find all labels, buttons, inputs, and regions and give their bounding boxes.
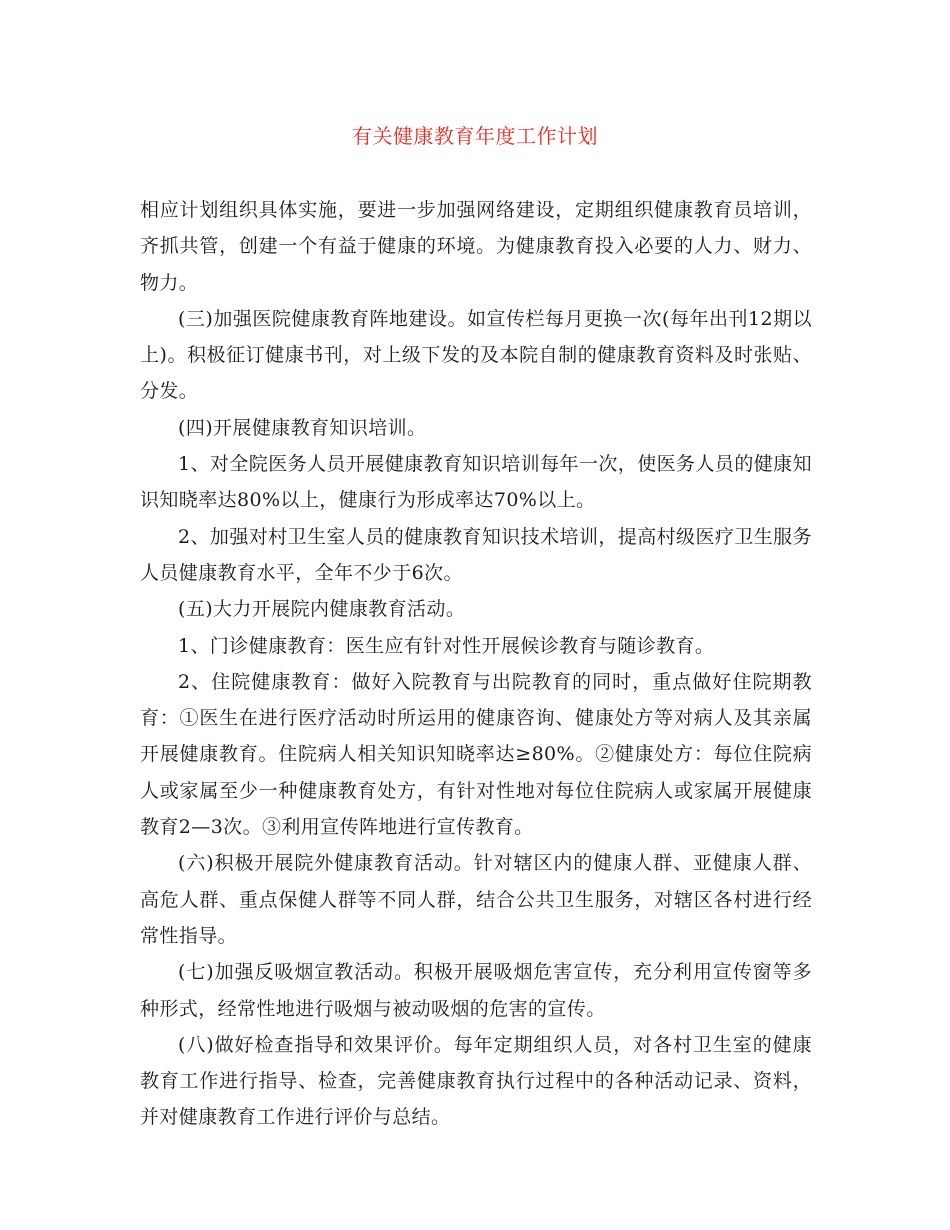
- paragraph-item-4-2: 2、加强对村卫生室人员的健康教育知识技术培训，提高村级医疗卫生服务人员健康教育水平，全年不少于6次。: [140, 525, 812, 584]
- paragraph-section-3: (三)加强医院健康教育阵地建设。如宣传栏每月更换一次(每年出刊12期以上)。积极征订健康书刊，对上级下发的及本院自制的健康教育资料及时张贴、分发。: [140, 307, 812, 403]
- paragraph-item-5-2: 2、住院健康教育：做好入院教育与出院教育的同时，重点做好住院期教育：①医生在进行医疗活动时所运用的健康咨询、健康处方等对病人及其亲属开展健康教育。住院病人相关知识知晓率达≥80%。②健康处方：每位住院病人或家属至少一种健康教育处方，有针对性地对每位住院病人或家属开展健康教育2—3次。③利用宣传阵地进行宣传教育。: [140, 670, 812, 839]
- paragraph-item-5-1: 1、门诊健康教育：医生应有针对性开展候诊教育与随诊教育。: [178, 634, 715, 657]
- paragraph-section-6: (六)积极开展院外健康教育活动。针对辖区内的健康人群、亚健康人群、高危人群、重点保健人群等不同人群，结合公共卫生服务，对辖区各村进行经常性指导。: [140, 852, 812, 947]
- document-body: [140, 192, 812, 1136]
- paragraph-section-4: (四)开展健康教育知识培训。: [178, 416, 427, 439]
- document-title: 有关健康教育年度工作计划: [352, 124, 598, 148]
- paragraph-section-5: (五)大力开展院内健康教育活动。: [178, 598, 466, 621]
- paragraph-continuation: 相应计划组织具体实施，要进一步加强网络建设，定期组织健康教育员培训，齐抓共管，创建一个有益于健康的环境。为健康教育投入必要的人力、财力、物力。: [140, 199, 812, 294]
- paragraph-item-4-1: 1、对全院医务人员开展健康教育知识培训每年一次，使医务人员的健康知识知晓率达80%以上，健康行为形成率达70%以上。: [140, 453, 812, 512]
- paragraph-section-8: (八)做好检查指导和效果评价。每年定期组织人员，对各村卫生室的健康教育工作进行指导、检查，完善健康教育执行过程中的各种活动记录、资料，并对健康教育工作进行评价与总结。: [140, 1033, 812, 1129]
- paragraph-section-7: (七)加强反吸烟宣教活动。积极开展吸烟危害宣传，充分利用宣传窗等多种形式，经常性地进行吸烟与被动吸烟的危害的宣传。: [140, 961, 812, 1020]
